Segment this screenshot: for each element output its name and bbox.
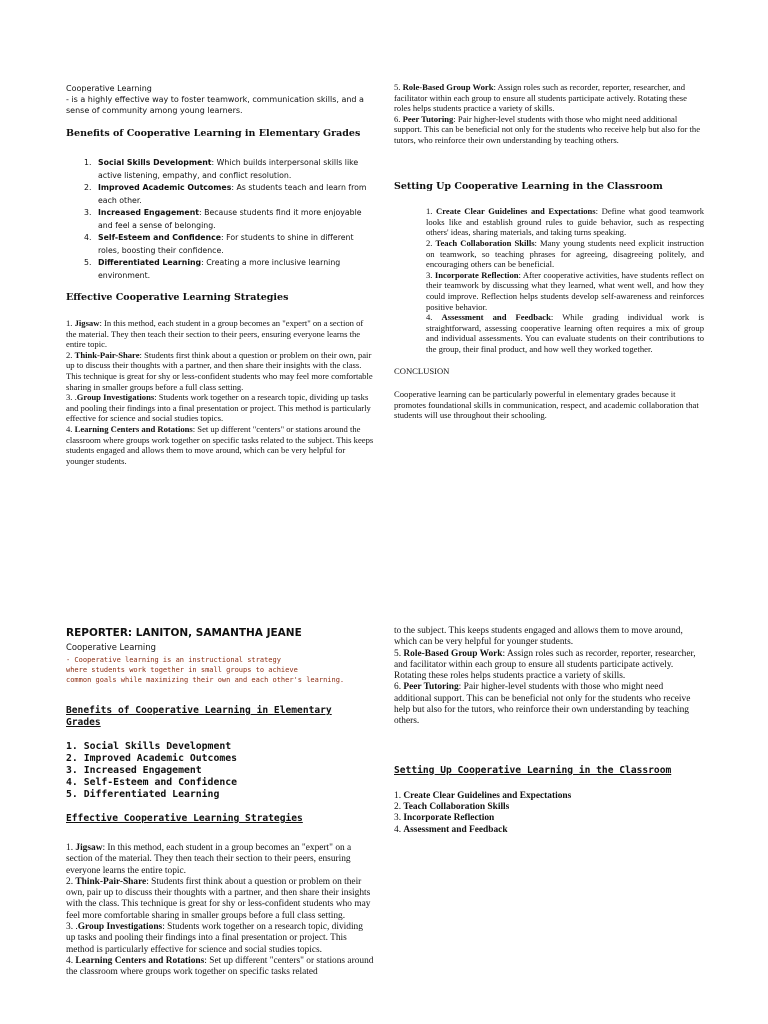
list-item: 5. Differentiated Learning: Creating a more inclusive learning environment.	[84, 258, 341, 280]
list-item: 1. Jigsaw: In this method, each student in a group becomes an "expert" on a section of the material. They then teach their section to their peers, ensuring everyone learns the entire topic.	[66, 318, 364, 350]
continuation-text: to the subject. This keeps students engaged and allows them to move around, which can be very helpful for younger students.	[394, 626, 683, 648]
list-item: 4. Self-Esteem and Confidence	[66, 777, 238, 788]
list-item: 4. Assessment and Feedback: While grading individual work is straightforward, assessing cooperative learning often requires a mix of group and individual assessments. You can evaluate students on their contributions to the group, their final product, and how well they worked together.	[426, 312, 705, 354]
list-item: 2. Think-Pair-Share: Students first think about a question or problem on their own, pair up to discuss their thoughts with a partner, and then share their insights with the class. This technique is great for shy or less-confident students who may feel more comfortable sharing in smaller groups before a full class setting.	[66, 876, 371, 921]
list-item: 4. Assessment and Feedback	[394, 824, 508, 835]
bottom-right-section	[394, 626, 700, 836]
list-item: 4. Self-Esteem and Confidence: For students to shine in different roles, boosting their confidence.	[84, 233, 354, 255]
list-item: 2. Think-Pair-Share: Students first think about a question or problem on their own, pair up to discuss their thoughts with a partner, and then share their insights with the class. This technique is great for shy or less-confident students who may feel more comfortable sharing in smaller groups before a full class setting.	[66, 349, 373, 392]
reporter-name: REPORTER: LANITON, SAMANTHA JEANE	[66, 627, 302, 639]
setup-list	[426, 206, 704, 354]
list-item: 6. Peer Tutoring: Pair higher-level students with those who might need additional support. This can be beneficial not only for the students who receive help but also for the tutors, who reinforce their own understanding by teaching others.	[394, 682, 691, 727]
list-item: 2. Improved Academic Outcomes	[66, 753, 238, 764]
list-item: 4. Learning Centers and Rotations: Set up different "centers" or stations around the classroom where groups work together on specific tasks related	[66, 955, 374, 978]
list-item: 1. Jigsaw: In this method, each student in a group becomes an "expert" on a section of the material. They then teach their section to their peers, ensuring everyone learns the entire topic.	[66, 843, 352, 876]
list-item: 1. Social Skills Development	[66, 741, 232, 752]
benefits-heading: Benefits of Cooperative Learning in Elementary Grades	[66, 128, 361, 139]
list-item: 3. Incorporate Reflection: After cooperative activities, have students reflect on their teamwork by discussing what they learned, what went well, and how they could improve. Reflection helps students develop self-awareness and reinforces positive behavior.	[426, 269, 705, 312]
top-left-section	[66, 83, 374, 466]
strategies-heading: Effective Cooperative Learning Strategies	[66, 292, 289, 303]
strategies-list	[66, 843, 374, 979]
subtitle: Cooperative Learning	[66, 642, 156, 652]
strategies-heading: Effective Cooperative Learning Strategies	[66, 813, 303, 824]
description: - Cooperative learning is an instructional strategy where students work together in small groups to achieve common goals while maximizing their own and each other's learning.	[66, 656, 345, 684]
bottom-left-section	[66, 627, 374, 979]
setup-list	[394, 791, 700, 836]
list-item: 5. Role-Based Group Work: Assign roles such as recorder, reporter, researcher, and facilitator within each group to ensure all students participate actively. Rotating these roles helps students practice a variety of skills.	[394, 648, 696, 682]
benefits-list	[84, 157, 374, 282]
list-item: 3. Incorporate Reflection	[394, 813, 495, 824]
list-item: 2. Improved Academic Outcomes: As students teach and learn from each other.	[84, 183, 367, 205]
list-item: 3. .Group Investigations: Students work together on a research topic, dividing up tasks and pooling their findings into a final presentation or project. This method is particularly effective for science and social studies topics.	[66, 922, 363, 955]
list-item: 4. Learning Centers and Rotations: Set up different "centers" or stations around the classroom where groups work together on specific tasks related to the subject. This keeps students engaged and allows them to move around, which can be very helpful for younger students.	[66, 423, 374, 466]
doc-description: - is a highly effective way to foster teamwork, communication skills, and a sense of community among young learners.	[66, 95, 364, 115]
doc-title: Cooperative Learning	[66, 84, 152, 93]
list-item: 5. Differentiated Learning	[66, 789, 220, 800]
list-item: 3. Increased Engagement: Because students find it more enjoyable and feel a sense of belonging.	[84, 208, 362, 230]
conclusion-heading: CONCLUSION	[394, 366, 450, 377]
top-right-section	[394, 82, 704, 421]
list-item: 2. Teach Collaboration Skills	[394, 801, 510, 812]
list-item: 3. .Group Investigations: Students work together on a research topic, dividing up tasks and pooling their findings into a final presentation or project. This method is particularly effective for science and social studies topics.	[66, 392, 371, 424]
list-item: 1. Create Clear Guidelines and Expectations	[394, 790, 572, 801]
benefits-heading: Benefits of Cooperative Learning in Elementary Grades	[66, 705, 332, 728]
strategies-list	[66, 318, 374, 466]
list-item: 1. Create Clear Guidelines and Expectations: Define what good teamwork looks like and establish ground rules to guide behavior, such as respecting others' ideas, sharing materials, and taking turns speaking.	[426, 206, 705, 238]
list-item: 3. Increased Engagement	[66, 765, 202, 776]
list-item: 6. Peer Tutoring: Pair higher-level students with those who might need additional support. This can be beneficial not only for the students who receive help but also for the tutors, who reinforce their own understanding by teaching others.	[394, 113, 701, 145]
list-item: 2. Teach Collaboration Skills: Many young students need explicit instruction on teamwork, so teaching phrases for agreeing, disagreeing politely, and encouraging others can be beneficial.	[426, 237, 704, 270]
setup-heading: Setting Up Cooperative Learning in the Classroom	[394, 764, 672, 776]
list-item: 5. Role-Based Group Work: Assign roles such as recorder, reporter, researcher, and facilitator within each group to ensure all students participate actively. Rotating these roles helps students practice a variety of skills.	[394, 82, 687, 114]
list-item: 1. Social Skills Development: Which builds interpersonal skills like active listening, empathy, and conflict resolution.	[84, 158, 359, 180]
setup-heading: Setting Up Cooperative Learning in the Classroom	[394, 180, 663, 192]
benefits-list	[66, 741, 374, 801]
conclusion-text: Cooperative learning can be particularly powerful in elementary grades because it promotes foundational skills in communication, respect, and academic collaboration that students will use throughout their schooling.	[394, 389, 699, 421]
